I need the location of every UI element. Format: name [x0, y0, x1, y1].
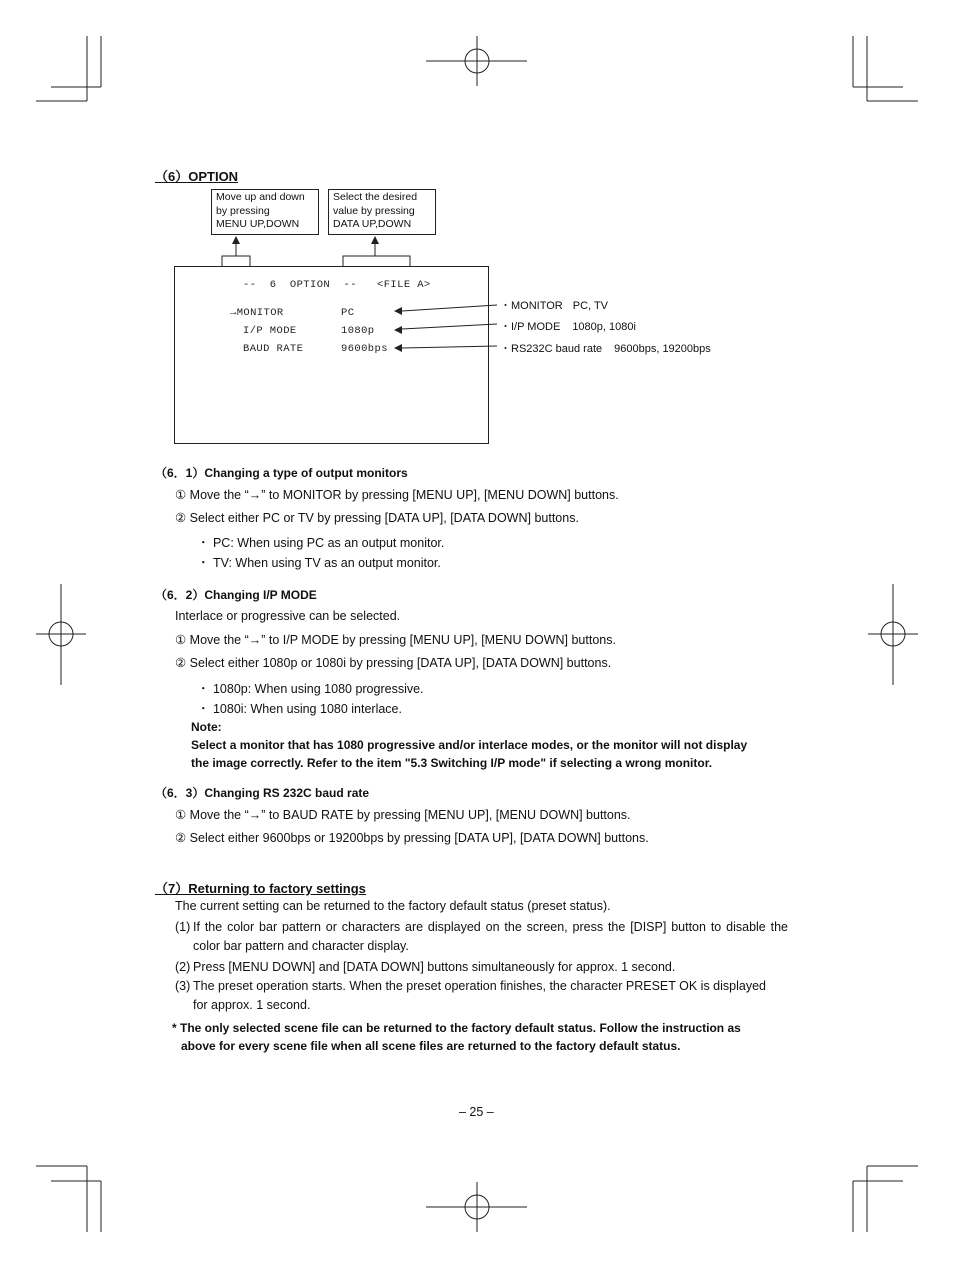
- side-note-baud-rate: [500, 340, 711, 356]
- screen-row-value-monitor: PC: [341, 307, 355, 319]
- s7-item-2-num: (2): [175, 960, 191, 974]
- s62-note-label: Note:: [191, 720, 222, 734]
- s62-bullet-1080p: ・ 1080p: When using 1080 progressive.: [197, 682, 424, 696]
- s7-item-1-line-1: If the color bar pattern or characters are displayed on the screen, press the [DISP] button to disable the: [193, 920, 788, 934]
- s62-bullet-1080i: ・ 1080i: When using 1080 interlace.: [197, 702, 402, 716]
- callout-line: Select the desired: [333, 191, 418, 203]
- note-values: PC, TV: [572, 300, 609, 312]
- callout-line: DATA UP,DOWN: [333, 218, 412, 230]
- s7-intro: The current setting can be returned to the factory default status (preset status).: [175, 899, 611, 913]
- screen-row-value-baud-rate: 9600bps: [341, 343, 388, 355]
- s7-item-3-line-2: for approx. 1 second.: [193, 998, 311, 1012]
- s62-step-2: ② Select either 1080p or 1080i by pressing [DATA UP], [DATA DOWN] buttons.: [175, 656, 612, 670]
- s62-step-1: ① Move the “→” to I/P MODE by pressing [MENU UP], [MENU DOWN] buttons.: [175, 633, 616, 647]
- screen-header: -- 6 OPTION -- <FILE A>: [243, 279, 431, 291]
- s63-step-1: ① Move the “→” to BAUD RATE by pressing [MENU UP], [MENU DOWN] buttons.: [175, 808, 631, 822]
- s61-step-1: ① Move the “→” to MONITOR by pressing [MENU UP], [MENU DOWN] buttons.: [175, 488, 619, 502]
- s7-star-note-line-1: * The only selected scene file can be returned to the factory default status. Follow the instruction as: [172, 1021, 741, 1035]
- screen-row-value-ip-mode: 1080p: [341, 325, 375, 337]
- callout-line: Move up and down: [216, 191, 305, 203]
- screen-row-label-monitor: →MONITOR: [230, 307, 284, 319]
- callout-line: MENU UP,DOWN: [216, 218, 300, 230]
- s61-step-2: ② Select either PC or TV by pressing [DATA UP], [DATA DOWN] buttons.: [175, 511, 579, 525]
- side-note-monitor: [500, 297, 608, 313]
- s7-item-2-line-1: Press [MENU DOWN] and [DATA DOWN] buttons simultaneously for approx. 1 second.: [193, 960, 676, 974]
- bullet: ・: [500, 321, 511, 333]
- section-6-3-heading: （6．3）Changing RS 232C baud rate: [155, 786, 370, 800]
- section-6-1-heading: （6．1）Changing a type of output monitors: [155, 466, 408, 480]
- s62-note-line-1: Select a monitor that has 1080 progressive and/or interlace modes, or the monitor will not display: [191, 738, 748, 752]
- s7-item-3-num: (3): [175, 979, 191, 993]
- screen-row-label-ip-mode: I/P MODE: [243, 325, 297, 337]
- bullet: ・: [500, 300, 511, 312]
- section-7-heading: （7）Returning to factory settings: [155, 881, 366, 896]
- option-menu-screen: [174, 266, 489, 444]
- note-values: 9600bps, 19200bps: [614, 343, 711, 355]
- s62-intro: Interlace or progressive can be selected.: [175, 609, 401, 623]
- callout-line: by pressing: [216, 204, 270, 217]
- page-number: – 25 –: [459, 1105, 494, 1119]
- s7-star-note-line-2: above for every scene file when all scene files are returned to the factory default status.: [181, 1039, 681, 1053]
- side-note-ip-mode: [500, 318, 636, 334]
- section-6-heading: （6）OPTION: [155, 169, 239, 184]
- s7-item-1-num: (1): [175, 920, 191, 934]
- callout-line: value by pressing: [333, 204, 415, 217]
- s7-item-3-line-1: The preset operation starts. When the preset operation finishes, the character PRESET OK is displayed: [193, 979, 766, 993]
- note-values: 1080p, 1080i: [572, 321, 636, 333]
- s62-note-line-2: the image correctly. Refer to the item "5.3 Switching I/P mode" if selecting a wrong monitor.: [191, 756, 713, 770]
- s7-item-1-line-2: color bar pattern and character display.: [193, 939, 409, 953]
- note-name: RS232C baud rate: [511, 343, 603, 355]
- note-name: I/P MODE: [511, 321, 561, 333]
- s61-bullet-tv: ・ TV: When using TV as an output monitor.: [197, 556, 441, 570]
- bullet: ・: [500, 343, 511, 355]
- s63-step-2: ② Select either 9600bps or 19200bps by pressing [DATA UP], [DATA DOWN] buttons.: [175, 831, 649, 845]
- section-6-2-heading: （6．2）Changing I/P MODE: [155, 588, 317, 602]
- note-name: MONITOR: [511, 300, 563, 312]
- s61-bullet-pc: ・ PC: When using PC as an output monitor.: [197, 536, 445, 550]
- screen-row-label-baud-rate: BAUD RATE: [243, 343, 304, 355]
